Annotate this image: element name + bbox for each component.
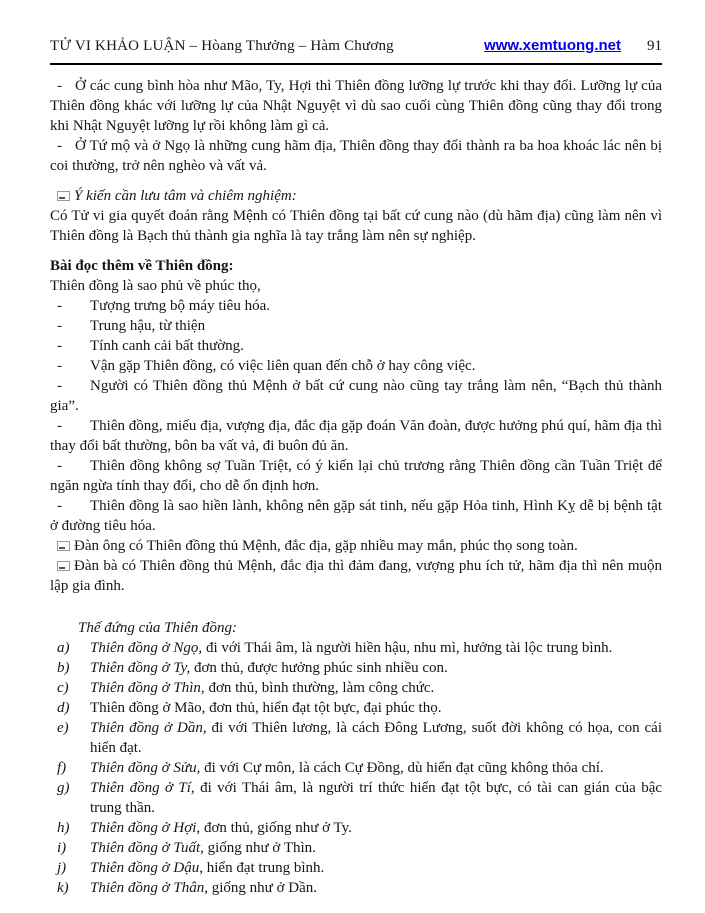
text-segment: Vận gặp Thiên đồng, có việc liên quan đến chỗ ở hay công việc. xyxy=(90,358,476,374)
list-label: b) xyxy=(57,660,70,676)
paragraph xyxy=(50,256,662,276)
paragraph xyxy=(50,316,662,336)
paragraph xyxy=(50,678,662,698)
header-title: TỬ VI KHẢO LUẬN – Hòang Thưởng – Hàm Chương xyxy=(50,38,394,54)
list-label: i) xyxy=(57,840,67,856)
text-segment: Thiên đồng, miếu địa, vượng địa, đắc địa gặp đoán Văn đoàn, được hưởng phú quí, hãm địa thì thay đổi bất thường, bôn ba vất vả, đi buôn đủ ăn. xyxy=(50,418,662,454)
list-label: c) xyxy=(57,680,69,696)
paragraph xyxy=(50,496,662,536)
text-segment: Có Tử vi gia quyết đoán rằng Mệnh có Thiên đồng tại bất cứ cung nào (dù hãm địa) cũng làm nên vì Thiên đồng là Bạch thủ thành gia nghĩa là tay trắng làm nên sự nghiệp. xyxy=(50,208,662,244)
dash-bullet: - xyxy=(57,338,62,354)
spacer xyxy=(50,596,662,618)
paragraph xyxy=(50,638,662,658)
text-segment: đi với Thái âm, là người hiền hậu, nhu mì, hưởng tài lộc trung bình. xyxy=(202,640,613,656)
paragraph xyxy=(50,416,662,456)
text-segment: đi với Thiên lương, là cách Đông Lương, suốt đời không có họa, con cái hiển đạt. xyxy=(90,720,662,756)
paragraph xyxy=(50,136,662,176)
text-segment: Thế đứng của Thiên đồng: xyxy=(78,620,238,636)
text-segment: đơn thủ, bình thường, làm công chức. xyxy=(204,680,435,696)
text-segment: Thiên đồng ở Thân, xyxy=(90,880,209,896)
list-label: a) xyxy=(57,640,70,656)
text-segment: đi với Thái âm, là người trí thức hiển đạt tột bực, có tài can gián của bậc trung thần. xyxy=(90,780,663,816)
paragraph xyxy=(50,858,662,878)
text-segment: Thiên đồng ở Thìn, xyxy=(90,680,205,696)
text-segment: Người có Thiên đồng thủ Mệnh ở bất cứ cung nào cũng tay trắng làm nên, “Bạch thủ thành gia”. xyxy=(50,378,662,414)
paragraph xyxy=(50,556,662,596)
list-label: g) xyxy=(57,780,70,796)
list-label: d) xyxy=(57,700,70,716)
text-segment: Thiên đồng ở Hợi, xyxy=(90,820,201,836)
paragraph xyxy=(50,336,662,356)
dash-bullet: - xyxy=(57,318,62,334)
paragraph xyxy=(50,356,662,376)
list-label: f) xyxy=(57,760,67,776)
text-segment: Đàn ông có Thiên đồng thủ Mệnh, đắc địa, gặp nhiều may mắn, phúc thọ song toàn. xyxy=(74,538,578,554)
text-segment: Thiên đồng ở Dần, xyxy=(90,720,207,736)
paragraph xyxy=(50,76,662,136)
paragraph xyxy=(50,838,662,858)
dash-bullet: - xyxy=(57,378,62,394)
header-right-group xyxy=(484,36,662,56)
text-segment: Bài đọc thêm về Thiên đồng: xyxy=(50,258,234,274)
text-segment: Thiên đồng ở Ty, xyxy=(90,660,191,676)
header-page-number: 91 xyxy=(647,38,662,54)
text-segment: giống như ở Thìn. xyxy=(203,840,316,856)
dash-bullet: - xyxy=(57,458,62,474)
text-segment: Tượng trưng bộ máy tiêu hóa. xyxy=(90,298,270,314)
paragraph xyxy=(50,186,662,206)
text-segment: Thiên đồng ở Tuất, xyxy=(90,840,204,856)
note-icon xyxy=(57,191,70,201)
text-segment: Thiên đồng không sợ Tuần Triệt, có ý kiến lại chủ trương rằng Thiên đồng cần Tuần Triệt để ngăn ngừa tính thay đổi, cho dễ ổn định hơn. xyxy=(50,458,662,494)
dash-bullet: - xyxy=(57,78,62,94)
dash-bullet: - xyxy=(57,138,62,154)
paragraph xyxy=(50,758,662,778)
text-segment: Ở các cung bình hòa như Mão, Ty, Hợi thì Thiên đồng lưỡng lự trước khi thay đổi. Lưỡng lự của Thiên đồng khác với lưỡng lự của Nhật Nguyệt vì dù sao cuối cùng Thiên đồng cũng thay đổi trong khi Nhật Nguyệt lưỡng lự rồi không làm gì cả. xyxy=(50,78,662,134)
paragraph xyxy=(50,718,662,758)
paragraph xyxy=(50,296,662,316)
text-segment: Thiên đồng ở Sửu, xyxy=(90,760,201,776)
dash-bullet: - xyxy=(57,298,62,314)
text-segment: Thiên đồng ở Mão, đơn thủ, hiển đạt tột bực, đại phúc thọ. xyxy=(90,700,442,716)
text-segment: Thiên đồng ở Ngọ, xyxy=(90,640,203,656)
paragraph xyxy=(50,536,662,556)
paragraph xyxy=(50,778,662,818)
paragraph xyxy=(50,376,662,416)
paragraph xyxy=(50,818,662,838)
text-segment: đi với Cự môn, là cách Cự Đồng, dù hiển đạt cũng không thỏa chí. xyxy=(200,760,604,776)
paragraph xyxy=(50,698,662,718)
spacer xyxy=(50,176,662,186)
text-segment: giống như ở Dần. xyxy=(208,880,317,896)
note-icon xyxy=(57,561,70,571)
paragraph xyxy=(50,206,662,246)
list-label: e) xyxy=(57,720,69,736)
text-segment: đơn thủ, giống như ở Ty. xyxy=(200,820,352,836)
text-segment: Thiên đồng ở Dậu, xyxy=(90,860,204,876)
header-rule xyxy=(50,63,662,65)
spacer xyxy=(50,246,662,256)
text-segment: Trung hậu, từ thiện xyxy=(90,318,206,334)
paragraph xyxy=(50,878,662,898)
paragraph xyxy=(50,456,662,496)
page-header xyxy=(50,36,662,56)
text-segment: Ý kiến cần lưu tâm và chiêm nghiệm: xyxy=(74,188,297,204)
dash-bullet: - xyxy=(57,418,62,434)
paragraph xyxy=(50,276,662,296)
paragraph xyxy=(50,658,662,678)
text-segment: đơn thủ, được hưởng phúc sinh nhiều con. xyxy=(190,660,448,676)
list-label: k) xyxy=(57,880,69,896)
dash-bullet: - xyxy=(57,498,62,514)
header-link[interactable]: www.xemtuong.net xyxy=(484,37,621,54)
paragraph xyxy=(50,618,662,638)
list-label: j) xyxy=(57,860,67,876)
text-segment: Đàn bà có Thiên đồng thủ Mệnh, đắc địa thì đảm đang, vượng phu ích tử, hãm địa thì nên muộn lập gia đình. xyxy=(50,558,662,594)
text-segment: Thiên đồng là sao hiền lành, không nên gặp sát tinh, nếu gặp Hỏa tinh, Hình Kỵ dễ bị bệnh tật ở đường tiêu hóa. xyxy=(50,498,662,534)
text-segment: hiển đạt trung bình. xyxy=(203,860,325,876)
text-segment: Ở Tứ mộ và ở Ngọ là những cung hãm địa, Thiên đồng thay đổi thành ra ba hoa khoác lác nên bị coi thường, trở nên nghèo và vất vả. xyxy=(50,138,662,174)
document-body xyxy=(50,76,662,898)
text-segment: Thiên đồng ở Tí, xyxy=(90,780,195,796)
text-segment: Tính canh cải bất thường. xyxy=(90,338,244,354)
text-segment: Thiên đồng là sao phủ về phúc thọ, xyxy=(50,278,261,294)
note-icon xyxy=(57,541,70,551)
list-label: h) xyxy=(57,820,70,836)
dash-bullet: - xyxy=(57,358,62,374)
